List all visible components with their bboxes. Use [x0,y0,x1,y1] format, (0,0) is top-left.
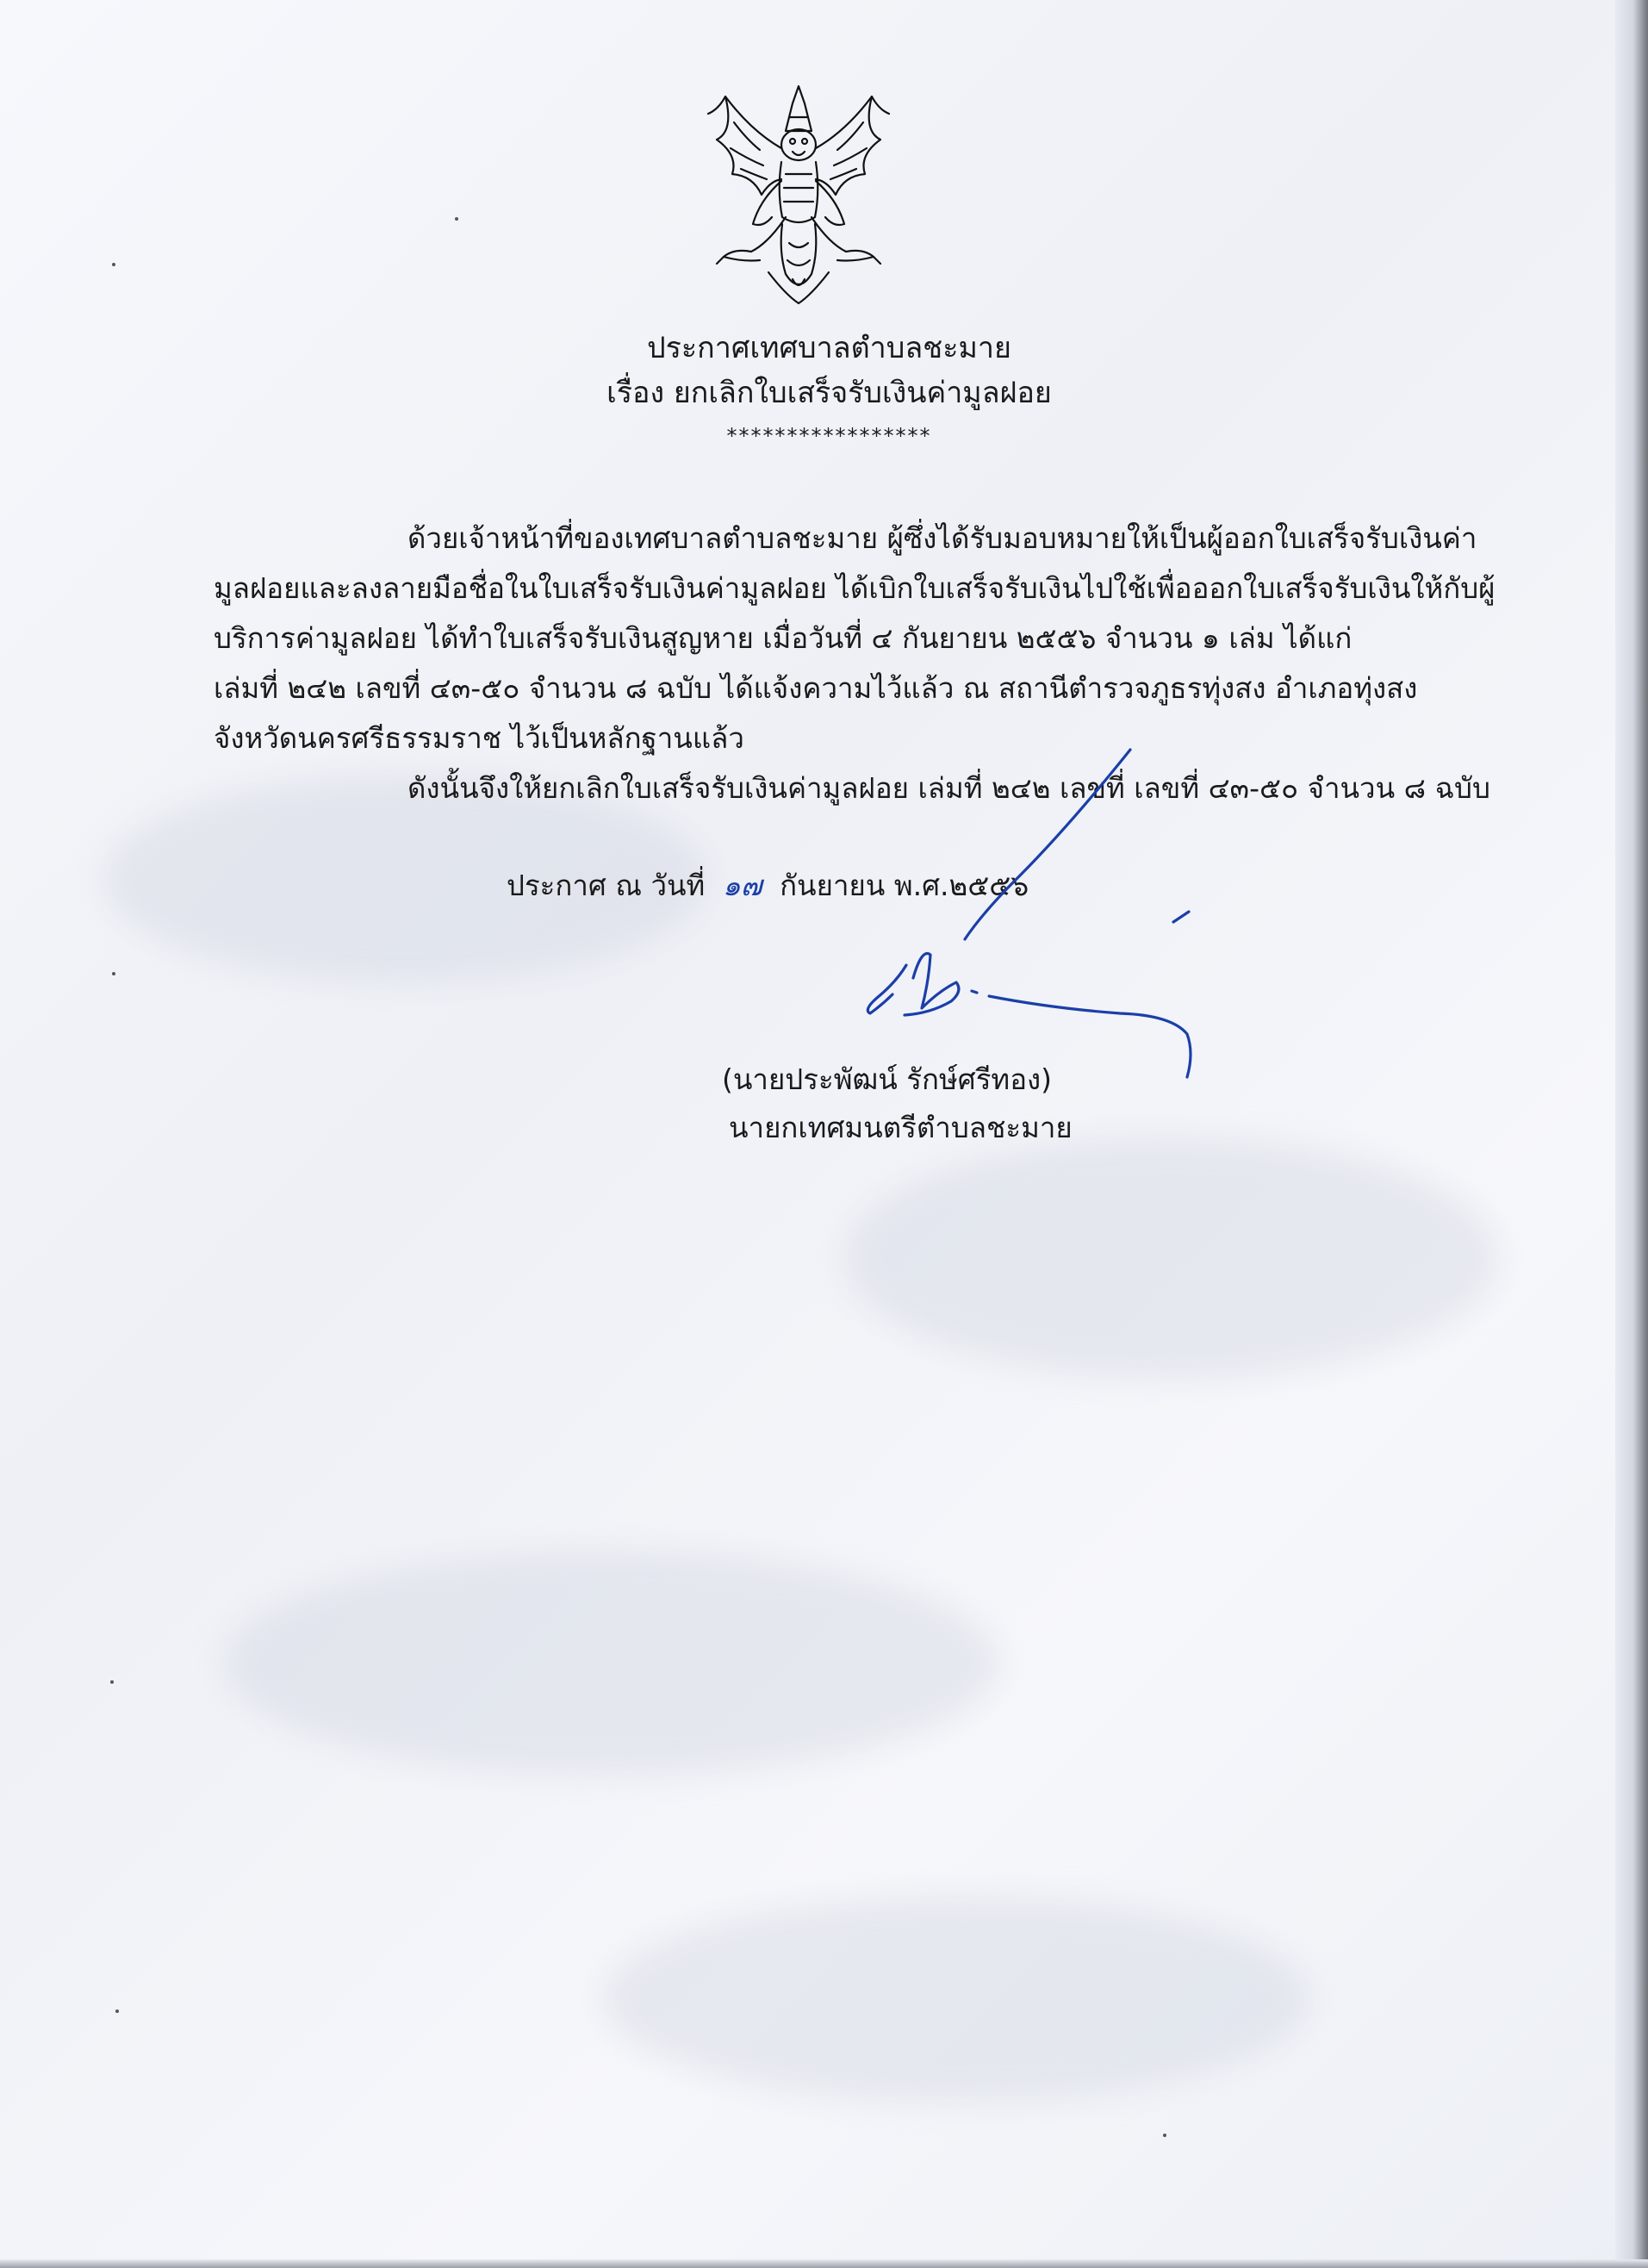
document-title: ประกาศเทศบาลตำบลชะมาย [647,331,1011,365]
signature-tick-stroke [1173,912,1189,922]
paper-crease [844,1137,1499,1379]
body-paragraph-1 [214,514,1496,813]
document-subject: เรื่อง ยกเลิกใบเสร็จรับเงินค่ามูลฝอย [606,376,1052,410]
announcement-prefix: ประกาศ ณ วันที่ [507,869,706,902]
scan-edge-bottom [0,2259,1648,2268]
signer-name: (นายประพัฒน์ รักษ์ศรีทอง) [722,1062,1052,1096]
paragraph-line: ด้วยเจ้าหน้าที่ของเทศบาลตำบลชะมาย ผู้ซึ่งได้รับมอบหมายให้เป็นผู้ออกใบเสร็จรับเงินค่า [407,521,1477,555]
signature-stroke [972,991,977,993]
signature-stroke [905,954,959,1015]
paragraph-line: เล่มที่ ๒๔๒ เลขที่ ๔๓-๕๐ จำนวน ๘ ฉบับ ได้แจ้งความไว้แล้ว ณ สถานีตำรวจภูธรทุ่งสง อำเภอทุ่งสง [214,671,1418,705]
paper-crease [603,1896,1309,2103]
body-paragraph-2: ดังนั้นจึงให้ยกเลิกใบเสร็จรับเงินค่ามูลฝอย เล่มที่ ๒๔๒ เลขที่ เลขที่ ๔๓-๕๐ จำนวน ๘ ฉบับ [407,771,1490,805]
paper-crease [224,1551,999,1775]
header-separator: ***************** [726,424,932,448]
scan-speck [112,972,115,975]
scan-speck [455,217,458,221]
scan-speck [1163,2134,1166,2137]
announcement-month-year: กันยายน พ.ศ.๒๕๕๖ [780,869,1029,902]
signature-stroke [868,965,906,1013]
garuda-emblem-icon [700,79,898,312]
signer-position: นายกเทศมนตรีตำบลชะมาย [729,1111,1073,1144]
paragraph-line: จังหวัดนครศรีธรรมราช ไว้เป็นหลักฐานแล้ว [214,721,744,755]
announcement-day: ๑๗ [722,869,762,902]
scan-speck [115,2009,119,2013]
paragraph-line: บริการค่ามูลฝอย ได้ทำใบเสร็จรับเงินสูญหาย เมื่อวันที่ ๔ กันยายน ๒๕๕๖ จำนวน ๑ เล่ม ได้แก่ [214,621,1353,655]
paragraph-line: มูลฝอยและลงลายมือชื่อในใบเสร็จรับเงินค่ามูลฝอย ได้เบิกใบเสร็จรับเงินไปใช้เพื่อออกใบเสร็จรับเงินให้กับผู้ [214,571,1496,605]
scan-speck [112,263,115,266]
scan-speck [110,1680,114,1684]
announcement-date [507,862,1029,910]
